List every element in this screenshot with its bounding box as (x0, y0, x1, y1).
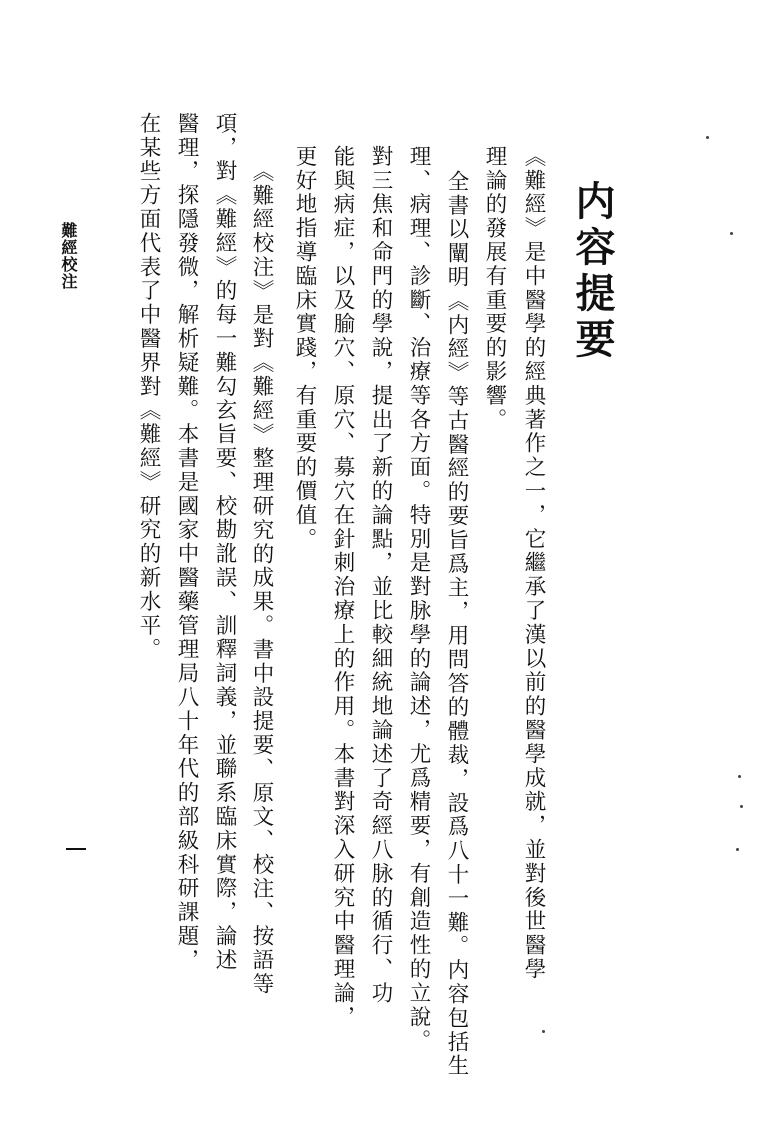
scan-speck (740, 805, 743, 808)
paragraph-line: 對三焦和命門的學說，提出了新的論點，並比較細統地論述了奇經八脉的循行、功 (368, 145, 393, 1006)
scan-speck (736, 848, 739, 851)
paragraph-line: 理、病理、診斷、治療等各方面。特別是對脉學的論述，尤爲精要，有創造性的立說。 (406, 145, 431, 1054)
scan-speck (730, 232, 733, 235)
running-header: 難經校注 (59, 222, 78, 290)
paragraph-line: 理論的發展有重要的影響。 (482, 145, 507, 432)
paragraph-line: 更好地指導臨床實踐，有重要的價值。 (292, 145, 317, 552)
paragraph-line: 能與病症，以及腧穴、原穴、募穴在針刺治療上的作用。本書對深入研究中醫理論， (330, 145, 355, 1030)
page-title: 内容提要 (569, 180, 616, 364)
scan-speck (706, 136, 709, 139)
paragraph-line: 全書以闡明《内經》等古醫經的要旨爲主，用問答的體裁，設爲八十一難。内容包括生 (444, 170, 469, 1079)
scan-speck (542, 1030, 545, 1033)
paragraph-line: 《難經校注》是對《難經》整理研究的成果。書中設提要、原文、校注、按語等 (249, 160, 274, 997)
paragraph-line: 醫理，探隱發微，解析疑難。本書是國家中醫藥管理局八十年代的部級科研課題， (174, 112, 199, 973)
paragraph-line: 《難經》是中醫學的經典著作之一，它繼承了漢以前的醫學成就，並對後世醫學 (521, 145, 546, 982)
paragraph-line: 在某些方面代表了中醫界對《難經》研究的新水平。 (136, 112, 161, 662)
paragraph-line: 項，對《難經》的每一難勾玄旨要、校勘訛誤、訓釋詞義，並聯系臨床實際，論述 (212, 112, 237, 973)
scan-speck (738, 775, 741, 778)
page-number (66, 848, 86, 850)
